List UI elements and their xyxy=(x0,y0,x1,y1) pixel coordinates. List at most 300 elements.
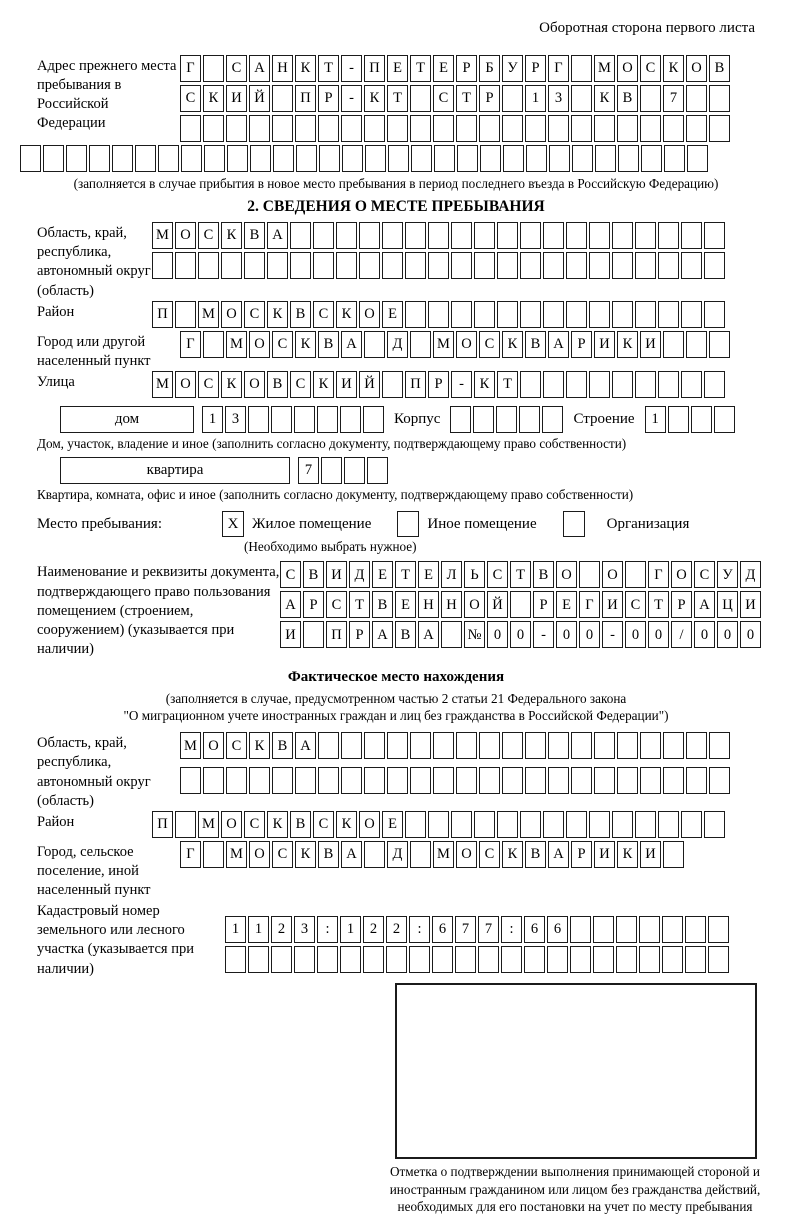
char-box[interactable]: 0 xyxy=(694,621,715,648)
char-box[interactable]: А xyxy=(249,55,270,82)
char-box[interactable] xyxy=(474,252,495,279)
char-box[interactable] xyxy=(686,331,707,358)
char-box[interactable]: М xyxy=(433,331,454,358)
char-box[interactable] xyxy=(595,145,616,172)
char-box[interactable] xyxy=(249,767,270,794)
char-box[interactable] xyxy=(704,371,725,398)
char-box[interactable]: С xyxy=(272,841,293,868)
char-box[interactable] xyxy=(616,946,637,973)
char-box[interactable]: О xyxy=(359,301,380,328)
char-box[interactable] xyxy=(428,301,449,328)
char-box[interactable]: О xyxy=(249,331,270,358)
char-box[interactable] xyxy=(519,406,540,433)
char-box[interactable] xyxy=(640,115,661,142)
char-box[interactable]: В xyxy=(318,331,339,358)
char-box[interactable] xyxy=(704,811,725,838)
char-box[interactable] xyxy=(410,732,431,759)
char-box[interactable] xyxy=(296,145,317,172)
char-box[interactable]: С xyxy=(625,591,646,618)
char-box[interactable] xyxy=(180,767,201,794)
char-box[interactable] xyxy=(681,371,702,398)
checkbox-organizatsiya[interactable] xyxy=(563,511,585,537)
char-box[interactable]: № xyxy=(464,621,485,648)
char-box[interactable] xyxy=(272,767,293,794)
char-box[interactable] xyxy=(589,222,610,249)
char-box[interactable] xyxy=(336,222,357,249)
char-box[interactable]: В xyxy=(525,841,546,868)
char-box[interactable]: В xyxy=(617,85,638,112)
char-box[interactable] xyxy=(387,115,408,142)
char-box[interactable] xyxy=(410,85,431,112)
char-box[interactable]: - xyxy=(451,371,472,398)
char-box[interactable]: К xyxy=(617,841,638,868)
char-box[interactable]: О xyxy=(686,55,707,82)
char-box[interactable] xyxy=(364,115,385,142)
char-box[interactable] xyxy=(158,145,179,172)
char-box[interactable]: М xyxy=(180,732,201,759)
char-box[interactable] xyxy=(704,301,725,328)
char-box[interactable] xyxy=(203,841,224,868)
char-box[interactable] xyxy=(520,811,541,838)
char-box[interactable]: 1 xyxy=(340,916,361,943)
char-box[interactable] xyxy=(526,145,547,172)
char-box[interactable] xyxy=(451,811,472,838)
char-box[interactable] xyxy=(641,145,662,172)
char-box[interactable]: Т xyxy=(510,561,531,588)
char-box[interactable] xyxy=(635,301,656,328)
char-box[interactable]: С xyxy=(313,301,334,328)
char-box[interactable] xyxy=(364,732,385,759)
char-box[interactable] xyxy=(405,252,426,279)
char-box[interactable]: Р xyxy=(303,591,324,618)
char-box[interactable]: Е xyxy=(382,811,403,838)
char-box[interactable] xyxy=(542,406,563,433)
char-box[interactable]: К xyxy=(249,732,270,759)
char-box[interactable] xyxy=(249,115,270,142)
char-box[interactable] xyxy=(313,222,334,249)
char-box[interactable] xyxy=(525,115,546,142)
char-box[interactable]: О xyxy=(671,561,692,588)
char-box[interactable]: Т xyxy=(349,591,370,618)
char-box[interactable] xyxy=(428,252,449,279)
char-box[interactable] xyxy=(317,406,338,433)
char-box[interactable] xyxy=(520,252,541,279)
char-box[interactable]: 2 xyxy=(363,916,384,943)
char-box[interactable] xyxy=(525,732,546,759)
char-box[interactable] xyxy=(524,946,545,973)
char-box[interactable]: С xyxy=(479,841,500,868)
char-box[interactable] xyxy=(387,732,408,759)
char-box[interactable] xyxy=(479,732,500,759)
char-box[interactable] xyxy=(478,946,499,973)
char-box[interactable]: : xyxy=(409,916,430,943)
char-box[interactable]: 1 xyxy=(525,85,546,112)
char-box[interactable]: Т xyxy=(387,85,408,112)
char-box[interactable] xyxy=(548,732,569,759)
char-box[interactable]: А xyxy=(280,591,301,618)
char-box[interactable] xyxy=(387,767,408,794)
char-box[interactable]: И xyxy=(226,85,247,112)
char-box[interactable]: Е xyxy=(433,55,454,82)
char-box[interactable]: В xyxy=(244,222,265,249)
char-box[interactable]: К xyxy=(295,841,316,868)
char-box[interactable]: Е xyxy=(556,591,577,618)
char-box[interactable] xyxy=(503,145,524,172)
char-box[interactable] xyxy=(686,732,707,759)
char-box[interactable]: О xyxy=(556,561,577,588)
house-type-box[interactable]: дом xyxy=(60,406,194,433)
char-box[interactable]: С xyxy=(290,371,311,398)
char-box[interactable] xyxy=(520,371,541,398)
char-box[interactable]: С xyxy=(479,331,500,358)
char-box[interactable]: Г xyxy=(180,331,201,358)
char-box[interactable]: О xyxy=(464,591,485,618)
char-box[interactable] xyxy=(479,115,500,142)
char-box[interactable]: О xyxy=(175,371,196,398)
char-box[interactable] xyxy=(570,916,591,943)
char-box[interactable] xyxy=(640,85,661,112)
char-box[interactable] xyxy=(180,115,201,142)
char-box[interactable]: С xyxy=(198,222,219,249)
char-box[interactable] xyxy=(510,591,531,618)
char-box[interactable] xyxy=(691,406,712,433)
char-box[interactable]: И xyxy=(640,331,661,358)
char-box[interactable]: 0 xyxy=(625,621,646,648)
char-box[interactable] xyxy=(456,732,477,759)
char-box[interactable] xyxy=(566,371,587,398)
char-box[interactable] xyxy=(290,222,311,249)
char-box[interactable] xyxy=(411,145,432,172)
char-box[interactable]: А xyxy=(267,222,288,249)
char-box[interactable] xyxy=(571,732,592,759)
char-box[interactable] xyxy=(594,732,615,759)
char-box[interactable] xyxy=(685,916,706,943)
char-box[interactable] xyxy=(617,732,638,759)
char-box[interactable]: 2 xyxy=(386,916,407,943)
char-box[interactable] xyxy=(681,301,702,328)
char-box[interactable]: 0 xyxy=(556,621,577,648)
char-box[interactable]: : xyxy=(501,916,522,943)
char-box[interactable] xyxy=(451,252,472,279)
char-box[interactable] xyxy=(382,371,403,398)
char-box[interactable]: В xyxy=(709,55,730,82)
char-box[interactable]: И xyxy=(640,841,661,868)
char-box[interactable] xyxy=(340,406,361,433)
char-box[interactable] xyxy=(428,222,449,249)
char-box[interactable]: - xyxy=(602,621,623,648)
char-box[interactable]: В xyxy=(318,841,339,868)
char-box[interactable]: - xyxy=(533,621,554,648)
char-box[interactable] xyxy=(344,457,365,484)
char-box[interactable] xyxy=(290,252,311,279)
char-box[interactable] xyxy=(364,767,385,794)
char-box[interactable] xyxy=(273,145,294,172)
char-box[interactable]: В xyxy=(525,331,546,358)
char-box[interactable] xyxy=(386,946,407,973)
char-box[interactable] xyxy=(635,371,656,398)
char-box[interactable]: К xyxy=(474,371,495,398)
char-box[interactable] xyxy=(663,767,684,794)
char-box[interactable] xyxy=(410,841,431,868)
char-box[interactable]: 3 xyxy=(225,406,246,433)
char-box[interactable] xyxy=(668,406,689,433)
char-box[interactable] xyxy=(341,767,362,794)
char-box[interactable]: 0 xyxy=(579,621,600,648)
char-box[interactable] xyxy=(474,222,495,249)
char-box[interactable]: Н xyxy=(441,591,462,618)
char-box[interactable] xyxy=(681,811,702,838)
char-box[interactable] xyxy=(566,222,587,249)
char-box[interactable] xyxy=(612,301,633,328)
char-box[interactable] xyxy=(593,916,614,943)
char-box[interactable] xyxy=(365,145,386,172)
char-box[interactable] xyxy=(704,222,725,249)
char-box[interactable] xyxy=(658,811,679,838)
char-box[interactable] xyxy=(433,115,454,142)
char-box[interactable] xyxy=(364,331,385,358)
char-box[interactable]: Й xyxy=(487,591,508,618)
char-box[interactable]: А xyxy=(694,591,715,618)
char-box[interactable] xyxy=(433,732,454,759)
char-box[interactable] xyxy=(363,946,384,973)
char-box[interactable]: М xyxy=(152,371,173,398)
char-box[interactable] xyxy=(363,406,384,433)
char-box[interactable]: О xyxy=(221,301,242,328)
char-box[interactable] xyxy=(662,916,683,943)
char-box[interactable] xyxy=(566,811,587,838)
char-box[interactable] xyxy=(617,115,638,142)
char-box[interactable]: Е xyxy=(382,301,403,328)
char-box[interactable] xyxy=(294,946,315,973)
char-box[interactable] xyxy=(203,55,224,82)
char-box[interactable]: Д xyxy=(740,561,761,588)
char-box[interactable] xyxy=(135,145,156,172)
char-box[interactable]: Р xyxy=(479,85,500,112)
char-box[interactable] xyxy=(203,767,224,794)
char-box[interactable]: : xyxy=(317,916,338,943)
char-box[interactable]: 7 xyxy=(455,916,476,943)
char-box[interactable] xyxy=(405,811,426,838)
char-box[interactable] xyxy=(686,85,707,112)
char-box[interactable] xyxy=(571,767,592,794)
char-box[interactable] xyxy=(543,222,564,249)
char-box[interactable] xyxy=(450,406,471,433)
char-box[interactable]: А xyxy=(548,841,569,868)
char-box[interactable]: Р xyxy=(428,371,449,398)
char-box[interactable] xyxy=(112,145,133,172)
char-box[interactable]: Т xyxy=(497,371,518,398)
char-box[interactable] xyxy=(714,406,735,433)
char-box[interactable] xyxy=(66,145,87,172)
char-box[interactable] xyxy=(409,946,430,973)
char-box[interactable]: К xyxy=(594,85,615,112)
char-box[interactable]: А xyxy=(372,621,393,648)
char-box[interactable] xyxy=(434,145,455,172)
char-box[interactable]: Г xyxy=(180,55,201,82)
char-box[interactable] xyxy=(681,222,702,249)
char-box[interactable] xyxy=(455,946,476,973)
char-box[interactable]: К xyxy=(221,371,242,398)
char-box[interactable]: М xyxy=(198,811,219,838)
char-box[interactable]: 1 xyxy=(248,916,269,943)
char-box[interactable] xyxy=(341,115,362,142)
char-box[interactable]: 0 xyxy=(717,621,738,648)
char-box[interactable]: Р xyxy=(571,841,592,868)
char-box[interactable] xyxy=(203,331,224,358)
char-box[interactable] xyxy=(295,115,316,142)
char-box[interactable] xyxy=(341,732,362,759)
char-box[interactable] xyxy=(340,946,361,973)
char-box[interactable] xyxy=(640,767,661,794)
char-box[interactable]: В xyxy=(290,811,311,838)
char-box[interactable] xyxy=(548,115,569,142)
char-box[interactable] xyxy=(658,371,679,398)
char-box[interactable] xyxy=(318,115,339,142)
char-box[interactable] xyxy=(708,946,729,973)
char-box[interactable]: Р xyxy=(318,85,339,112)
char-box[interactable]: А xyxy=(295,732,316,759)
char-box[interactable] xyxy=(520,301,541,328)
char-box[interactable] xyxy=(686,115,707,142)
char-box[interactable] xyxy=(662,946,683,973)
char-box[interactable] xyxy=(709,732,730,759)
char-box[interactable] xyxy=(359,222,380,249)
char-box[interactable] xyxy=(497,252,518,279)
char-box[interactable] xyxy=(250,145,271,172)
char-box[interactable]: С xyxy=(272,331,293,358)
char-box[interactable]: Д xyxy=(387,841,408,868)
char-box[interactable]: 0 xyxy=(487,621,508,648)
char-box[interactable]: П xyxy=(326,621,347,648)
char-box[interactable]: П xyxy=(152,811,173,838)
char-box[interactable] xyxy=(410,115,431,142)
char-box[interactable] xyxy=(405,222,426,249)
char-box[interactable] xyxy=(663,732,684,759)
char-box[interactable] xyxy=(635,222,656,249)
char-box[interactable] xyxy=(502,85,523,112)
char-box[interactable]: О xyxy=(602,561,623,588)
char-box[interactable] xyxy=(382,222,403,249)
char-box[interactable]: Т xyxy=(456,85,477,112)
char-box[interactable] xyxy=(658,252,679,279)
char-box[interactable]: Л xyxy=(441,561,462,588)
char-box[interactable]: К xyxy=(267,811,288,838)
char-box[interactable]: Т xyxy=(318,55,339,82)
char-box[interactable] xyxy=(152,252,173,279)
char-box[interactable] xyxy=(20,145,41,172)
char-box[interactable]: 6 xyxy=(524,916,545,943)
char-box[interactable] xyxy=(272,85,293,112)
char-box[interactable]: Г xyxy=(548,55,569,82)
char-box[interactable] xyxy=(271,946,292,973)
char-box[interactable]: В xyxy=(272,732,293,759)
char-box[interactable] xyxy=(367,457,388,484)
char-box[interactable]: П xyxy=(364,55,385,82)
char-box[interactable]: - xyxy=(341,85,362,112)
char-box[interactable] xyxy=(203,115,224,142)
char-box[interactable] xyxy=(589,252,610,279)
char-box[interactable]: А xyxy=(548,331,569,358)
char-box[interactable]: К xyxy=(502,331,523,358)
char-box[interactable] xyxy=(686,767,707,794)
char-box[interactable]: Р xyxy=(571,331,592,358)
char-box[interactable] xyxy=(571,115,592,142)
char-box[interactable]: О xyxy=(456,331,477,358)
char-box[interactable]: С xyxy=(226,732,247,759)
char-box[interactable]: С xyxy=(280,561,301,588)
char-box[interactable]: П xyxy=(152,301,173,328)
char-box[interactable]: 1 xyxy=(225,916,246,943)
char-box[interactable]: 0 xyxy=(648,621,669,648)
char-box[interactable] xyxy=(618,145,639,172)
char-box[interactable]: М xyxy=(226,331,247,358)
char-box[interactable] xyxy=(639,946,660,973)
char-box[interactable]: О xyxy=(203,732,224,759)
char-box[interactable] xyxy=(451,301,472,328)
char-box[interactable]: В xyxy=(533,561,554,588)
char-box[interactable] xyxy=(294,406,315,433)
char-box[interactable]: 6 xyxy=(547,916,568,943)
char-box[interactable]: С xyxy=(244,301,265,328)
char-box[interactable]: С xyxy=(226,55,247,82)
char-box[interactable] xyxy=(709,767,730,794)
char-box[interactable] xyxy=(543,811,564,838)
char-box[interactable]: М xyxy=(433,841,454,868)
char-box[interactable] xyxy=(227,145,248,172)
char-box[interactable]: Ь xyxy=(464,561,485,588)
char-box[interactable] xyxy=(612,811,633,838)
char-box[interactable] xyxy=(589,301,610,328)
char-box[interactable]: А xyxy=(341,331,362,358)
char-box[interactable]: М xyxy=(198,301,219,328)
char-box[interactable] xyxy=(244,252,265,279)
char-box[interactable] xyxy=(410,767,431,794)
char-box[interactable]: В xyxy=(372,591,393,618)
char-box[interactable] xyxy=(525,767,546,794)
char-box[interactable] xyxy=(248,946,269,973)
char-box[interactable] xyxy=(226,767,247,794)
char-box[interactable] xyxy=(663,841,684,868)
char-box[interactable] xyxy=(572,145,593,172)
char-box[interactable] xyxy=(388,145,409,172)
char-box[interactable]: Й xyxy=(249,85,270,112)
char-box[interactable] xyxy=(635,811,656,838)
char-box[interactable]: Г xyxy=(648,561,669,588)
char-box[interactable] xyxy=(497,301,518,328)
char-box[interactable]: Т xyxy=(410,55,431,82)
char-box[interactable] xyxy=(639,916,660,943)
char-box[interactable]: Р xyxy=(456,55,477,82)
char-box[interactable]: С xyxy=(326,591,347,618)
char-box[interactable] xyxy=(566,252,587,279)
char-box[interactable] xyxy=(612,222,633,249)
char-box[interactable]: И xyxy=(594,331,615,358)
char-box[interactable]: Ц xyxy=(717,591,738,618)
char-box[interactable] xyxy=(410,331,431,358)
char-box[interactable] xyxy=(181,145,202,172)
char-box[interactable] xyxy=(709,331,730,358)
char-box[interactable]: Е xyxy=(372,561,393,588)
char-box[interactable]: О xyxy=(175,222,196,249)
char-box[interactable] xyxy=(640,732,661,759)
char-box[interactable]: К xyxy=(313,371,334,398)
char-box[interactable] xyxy=(571,55,592,82)
apartment-type-box[interactable]: квартира xyxy=(60,457,290,484)
char-box[interactable]: Е xyxy=(395,591,416,618)
char-box[interactable]: К xyxy=(336,811,357,838)
char-box[interactable] xyxy=(295,767,316,794)
char-box[interactable] xyxy=(175,811,196,838)
